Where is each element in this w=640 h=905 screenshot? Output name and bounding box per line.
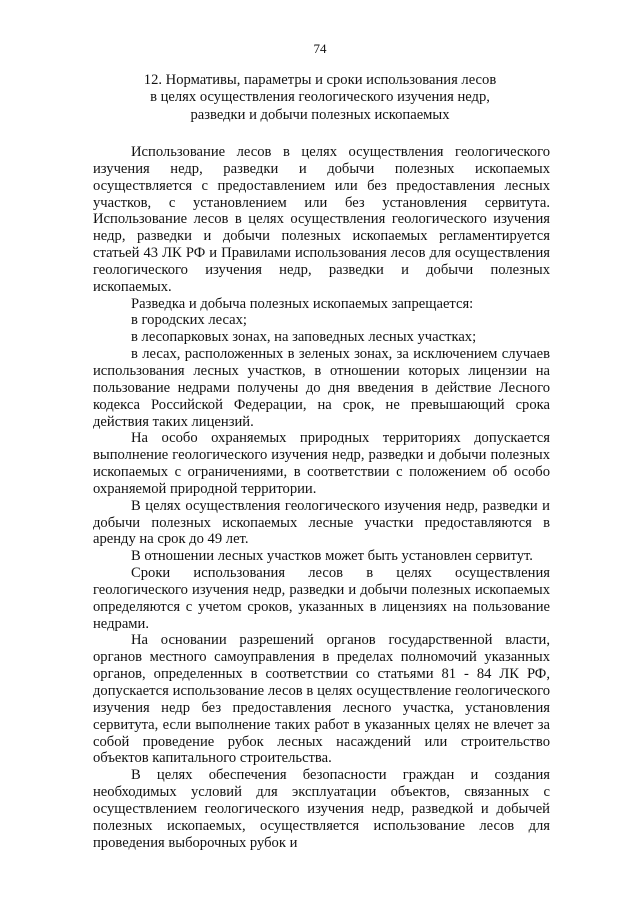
paragraph: Использование лесов в целях осуществления геологического изучения недр, разведки и добычи полезных ископаемых осуществляется с предоставлением или без предоставления лесных участков, с установлением или без установления сервитута. Использование лесов в целях осуществления геологического изучения недр, разведки и добычи полезных ископаемых регламентируется статьей 43 ЛК РФ и Правилами использования лесов для осуществления геологического изучения недр, разведки и добычи полезных ископаемых.: [93, 144, 550, 295]
paragraph: В целях осуществления геологического изучения недр, разведки и добычи полезных ископаемых лесные участки предоставляются в аренду на срок до 49 лет.: [93, 497, 550, 548]
body-text: [93, 144, 550, 851]
list-item: в лесопарковых зонах, на заповедных лесных участках;: [131, 329, 477, 346]
paragraph: Сроки использования лесов в целях осуществления геологического изучения недр, разведки и добычи полезных ископаемых определяются с учетом сроков, указанных в лицензиях на пользование недрами.: [93, 565, 550, 632]
paragraph: На особо охраняемых природных территориях допускается выполнение геологического изучения недр, разведки и добычи полезных ископаемых с ограничениями, в соответствии с положением об особо охраняемой природной территории.: [93, 430, 550, 497]
section-heading: [92, 72, 548, 124]
heading-line: 12. Нормативы, параметры и сроки использования лесов: [143, 72, 497, 88]
paragraph: На основании разрешений органов государственной власти, органов местного самоуправления в пределах полномочий указанных органов, определенных в соответствии со статьями 81 - 84 ЛК РФ, допускается использование лесов в целях осуществление геологического изучения недр без предоставления лесного участка, установления сервитута, если выполнение таких работ в указанных целях не влечет за собой проведение рубок лесных насаждений или строительство объектов капитального строительства.: [93, 632, 550, 767]
paragraph: Разведка и добыча полезных ископаемых запрещается:: [131, 295, 474, 312]
heading-line: разведки и добычи полезных ископаемых: [190, 106, 450, 123]
list-item: в лесах, расположенных в зеленых зонах, за исключением случаев использования лесных участков, в отношении которых лицензии на пользование недрами получены до дня введения в действие Лесного кодекса Российской Федерации, на срок, не превышающий срока действия таких лицензий.: [93, 346, 550, 430]
page-number: 74: [313, 41, 327, 56]
paragraph: В отношении лесных участков может быть установлен сервитут.: [131, 548, 533, 565]
list-item: в городских лесах;: [131, 312, 247, 329]
heading-line: в целях осуществления геологического изучения недр,: [150, 89, 490, 106]
paragraph: В целях обеспечения безопасности граждан и создания необходимых условий для эксплуатации объектов, связанных с осуществлением геологического изучения недр, разведкой и добычей полезных ископаемых, осуществляется использование лесов для проведения выборочных рубок и: [93, 767, 550, 851]
